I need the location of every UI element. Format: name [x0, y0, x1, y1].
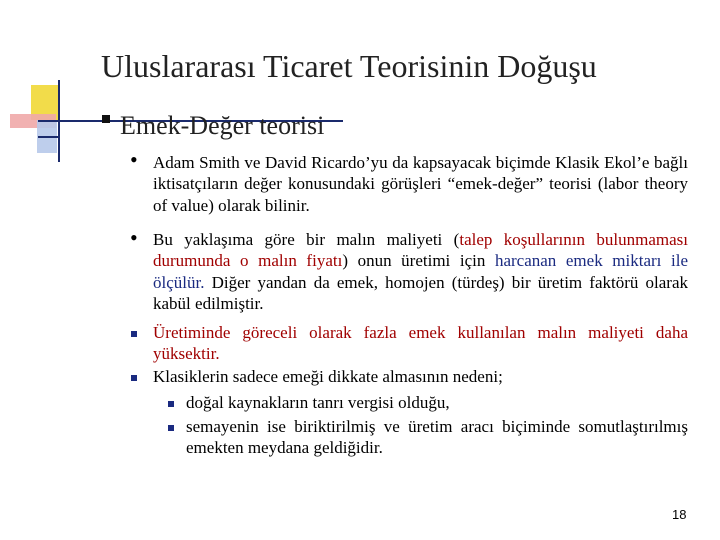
bullet-2-text-a: Bu yaklaşıma göre bir malın maliyeti (	[153, 230, 460, 249]
bullet-item-4: Klasiklerin sadece emeği dikkate almasının nedeni;	[153, 367, 503, 386]
bullet-item-3: Üretiminde göreceli olarak fazla emek kullanılan malın maliyeti daha yüksektir.	[153, 323, 688, 364]
slide-subtitle: Emek-Değer teorisi	[120, 111, 325, 140]
sub-item-1: doğal kaynakların tanrı vergisi olduğu,	[186, 393, 450, 412]
bullet-2-text-c: Diğer yandan da emek, homojen (türdeş) bir üretim faktörü olarak kabül edilmiştir.	[153, 272, 688, 314]
sub-item-2: semayenin ise biriktirilmiş ve üretim aracı biçiminde somutlaştırılmış emekten meydana geldiğidir.	[186, 417, 688, 458]
bullet-2-text-blue: harcanan emek miktarı ile ölçülür.	[153, 251, 688, 292]
decor-short-line	[38, 136, 58, 138]
square-bullet-icon	[131, 375, 137, 381]
square-bullet-icon	[168, 425, 174, 431]
page-number: 18	[672, 507, 687, 522]
bullet-2-text-red: talep koşullarının bulunmaması durumunda o malın fiyatı	[153, 230, 688, 271]
square-bullet-icon	[102, 115, 110, 123]
bullet-2-text-b: ) onun üretimi için	[342, 251, 495, 271]
square-bullet-icon	[131, 331, 137, 337]
slide-title: Uluslararası Ticaret Teorisinin Doğuşu	[101, 48, 597, 84]
square-bullet-icon	[168, 401, 174, 407]
round-bullet-icon: •	[130, 225, 138, 250]
bullet-item-1: Adam Smith ve David Ricardo’yu da kapsayacak biçimde Klasik Ekol’e bağlı iktisatçıların değer konusundaki görüşleri “emek-değer” teorisi (labor theory of value) olarak bilinir.	[153, 153, 688, 215]
round-bullet-icon: •	[130, 147, 138, 172]
bullet-item-2	[153, 229, 688, 315]
